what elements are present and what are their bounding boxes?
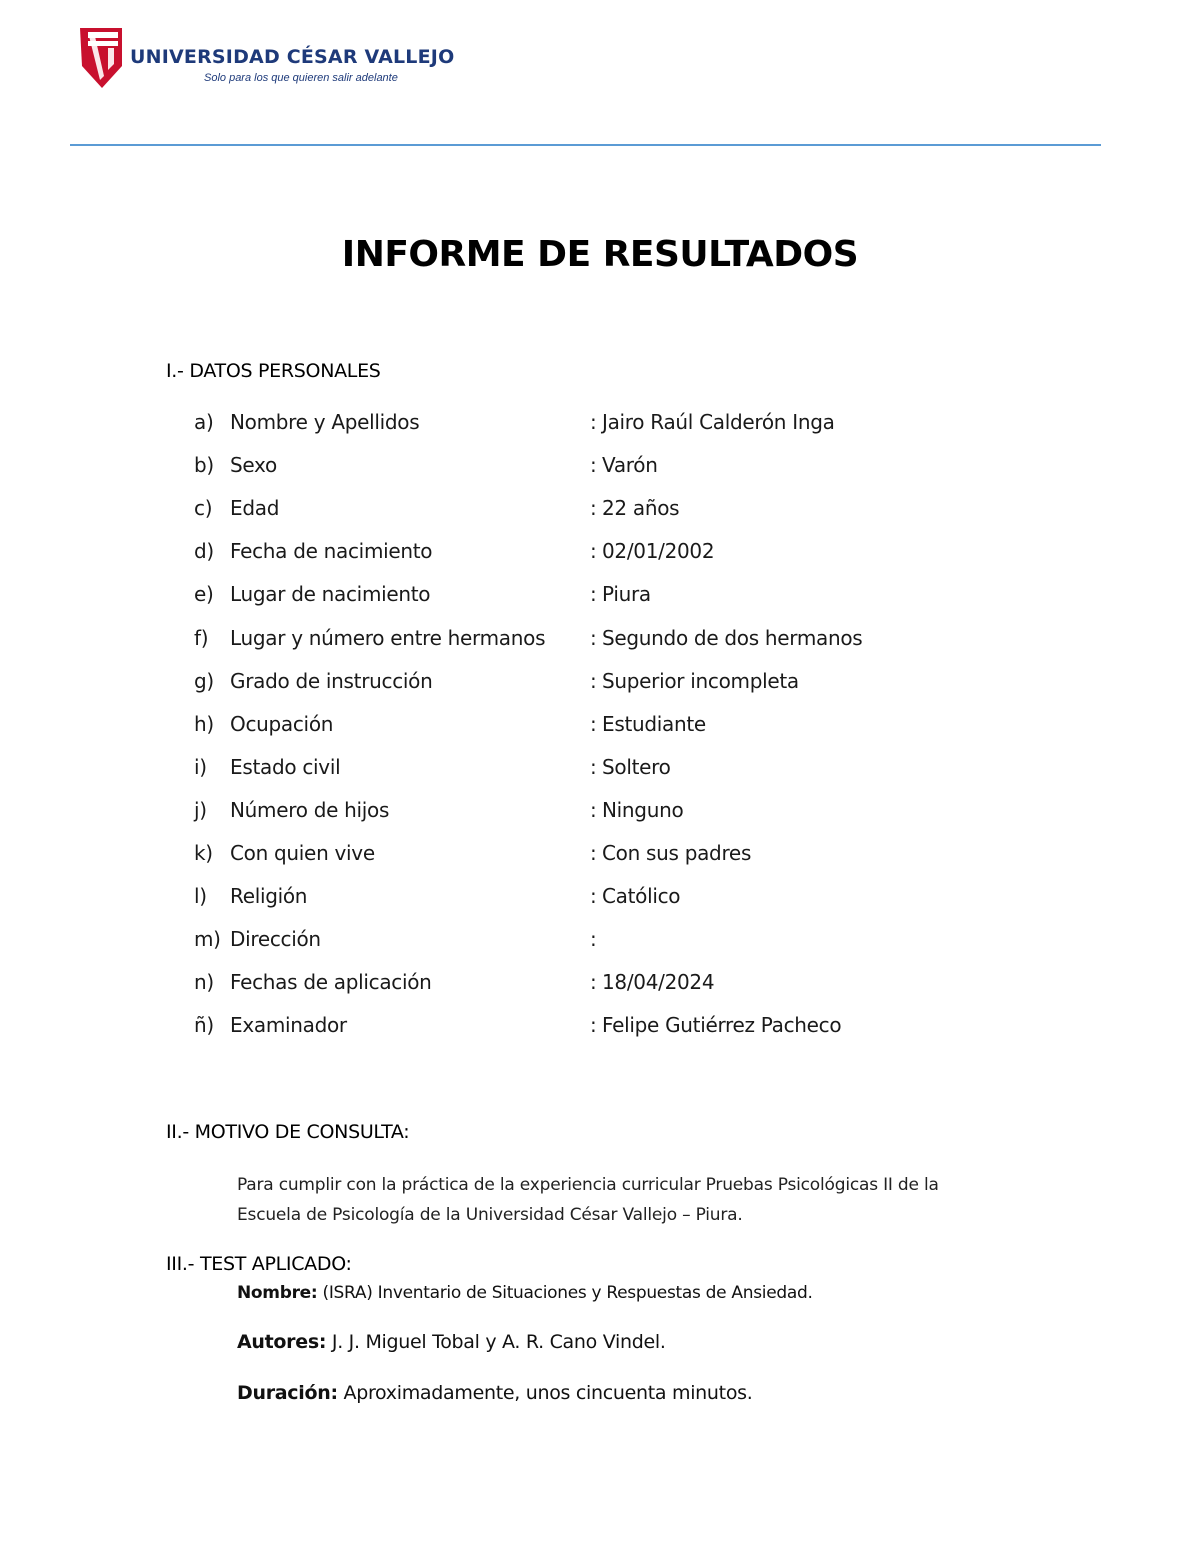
field-label: Edad — [230, 496, 280, 521]
test-name-label: Nombre: — [237, 1283, 318, 1303]
consultation-paragraph: Para cumplir con la práctica de la experiencia curricular Pruebas Psicológicas II de la Escuela de Psicología de la Universidad César Vallejo – Piura. — [237, 1175, 939, 1225]
field-separator: : — [590, 539, 597, 564]
field-value: Ninguno — [602, 797, 684, 822]
test-name-value: (ISRA) Inventario de Situaciones y Respuestas de Ansiedad. — [322, 1283, 813, 1303]
university-shield-icon — [78, 26, 124, 90]
test-authors-label: Autores: — [237, 1331, 327, 1353]
field-letter: f) — [194, 625, 209, 650]
field-label: Examinador — [230, 1013, 347, 1038]
field-separator: : — [590, 970, 597, 995]
test-authors-line — [237, 1331, 666, 1353]
field-letter: k) — [194, 841, 213, 865]
personal-data-row — [194, 755, 994, 783]
field-value: Jairo Raúl Calderón Inga — [602, 410, 835, 434]
field-letter: j) — [194, 797, 207, 822]
field-label: Número de hijos — [230, 797, 390, 822]
field-label: Estado civil — [230, 754, 341, 779]
field-separator: : — [590, 927, 597, 952]
field-label: Fecha de nacimiento — [230, 539, 433, 564]
field-letter: n) — [194, 970, 214, 995]
field-letter: e) — [194, 582, 214, 607]
personal-data-row — [194, 582, 994, 610]
field-separator: : — [590, 453, 597, 478]
personal-data-row — [194, 970, 994, 998]
field-label: Fechas de aplicación — [230, 970, 432, 995]
field-value: Piura — [602, 582, 651, 607]
test-duration-value: Aproximadamente, unos cincuenta minutos. — [343, 1382, 753, 1404]
field-letter: b) — [194, 453, 214, 478]
personal-data-row — [194, 884, 994, 912]
field-letter: d) — [194, 539, 214, 564]
field-value: Estudiante — [602, 711, 706, 736]
field-separator: : — [590, 797, 597, 822]
personal-data-row — [194, 410, 994, 438]
field-value: Católico — [602, 884, 681, 909]
field-separator: : — [590, 625, 597, 650]
field-letter: m) — [194, 927, 221, 952]
field-letter: i) — [194, 754, 207, 779]
section-test-heading: III.- TEST APLICADO: — [166, 1253, 352, 1275]
test-authors-value: J. J. Miguel Tobal y A. R. Cano Vindel. — [331, 1331, 666, 1353]
field-value: Varón — [602, 453, 658, 478]
personal-data-row — [194, 539, 994, 567]
field-label: Sexo — [230, 453, 277, 478]
field-value: 18/04/2024 — [602, 970, 715, 995]
field-label: Lugar y número entre hermanos — [230, 625, 546, 650]
personal-data-row — [194, 496, 994, 524]
field-separator: : — [590, 582, 597, 607]
test-duration-label: Duración: — [237, 1382, 338, 1404]
field-letter: a) — [194, 410, 214, 434]
header-divider — [70, 144, 1101, 146]
personal-data-row — [194, 841, 994, 869]
field-separator: : — [590, 496, 597, 521]
field-separator: : — [590, 711, 597, 736]
university-name: UNIVERSIDAD CÉSAR VALLEJO — [130, 46, 455, 68]
field-separator: : — [590, 410, 597, 434]
field-value: 02/01/2002 — [602, 539, 715, 564]
personal-data-row — [194, 927, 994, 955]
personal-data-row — [194, 626, 994, 654]
section-consultation-heading: II.- MOTIVO DE CONSULTA: — [166, 1121, 410, 1143]
field-label: Grado de instrucción — [230, 668, 433, 693]
section-personal-data-heading: I.- DATOS PERSONALES — [166, 360, 381, 382]
personal-data-row — [194, 453, 994, 481]
field-value: Segundo de dos hermanos — [602, 625, 863, 650]
field-letter: g) — [194, 668, 214, 693]
field-label: Nombre y Apellidos — [230, 410, 420, 434]
personal-data-row — [194, 669, 994, 697]
field-letter: c) — [194, 496, 213, 521]
test-name-line — [237, 1283, 813, 1303]
field-value: Superior incompleta — [602, 668, 799, 693]
field-value: Felipe Gutiérrez Pacheco — [602, 1013, 842, 1038]
field-separator: : — [590, 754, 597, 779]
field-label: Con quien vive — [230, 841, 375, 865]
field-value: 22 años — [602, 496, 680, 521]
field-separator: : — [590, 884, 597, 909]
field-separator: : — [590, 668, 597, 693]
field-separator: : — [590, 841, 597, 865]
field-label: Dirección — [230, 927, 321, 952]
field-label: Ocupación — [230, 711, 334, 736]
field-label: Lugar de nacimiento — [230, 582, 431, 607]
personal-data-row — [194, 712, 994, 740]
university-tagline: Solo para los que quieren salir adelante — [204, 72, 398, 84]
field-letter: l) — [194, 884, 207, 909]
personal-data-row — [194, 798, 994, 826]
field-label: Religión — [230, 884, 308, 909]
field-letter: h) — [194, 711, 214, 736]
personal-data-row — [194, 1013, 994, 1041]
field-separator: : — [590, 1013, 597, 1038]
field-value: Con sus padres — [602, 841, 752, 865]
document-title: INFORME DE RESULTADOS — [341, 234, 859, 275]
field-letter: ñ) — [194, 1013, 214, 1038]
university-logo — [78, 26, 455, 92]
test-duration-line — [237, 1382, 752, 1404]
field-value: Soltero — [602, 754, 671, 779]
